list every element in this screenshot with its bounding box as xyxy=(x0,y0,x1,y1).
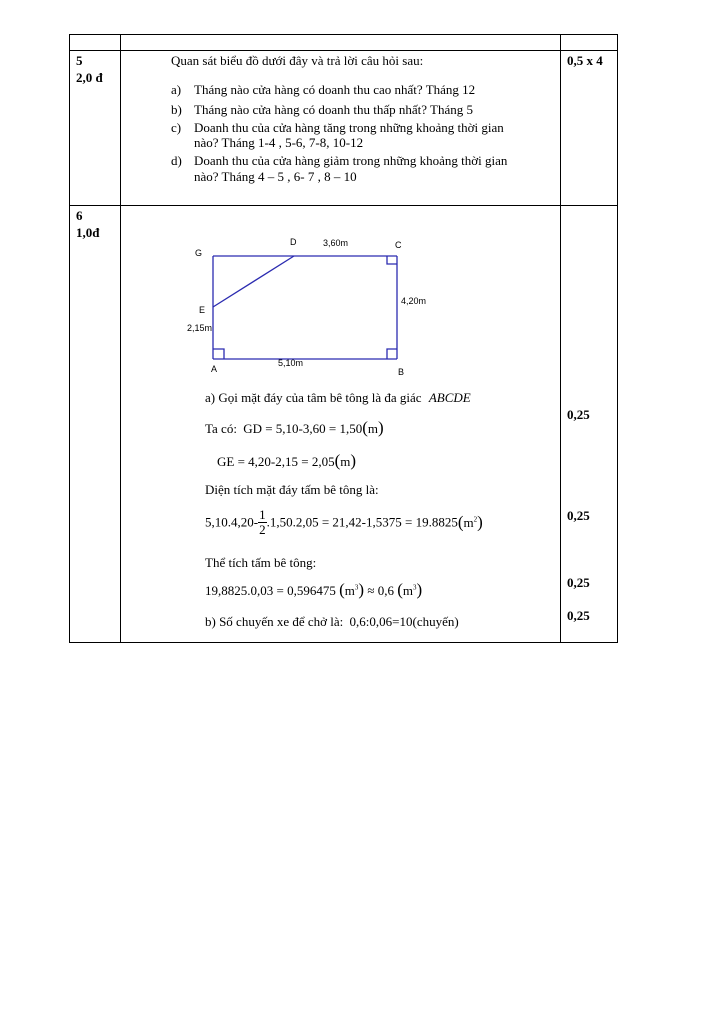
label-a: A xyxy=(211,364,218,374)
q5-item-d-marker: d) xyxy=(171,153,182,168)
q6-gd-line: Ta có: GD = 5,10-3,60 = 1,50(m) xyxy=(205,418,384,437)
row-divider xyxy=(69,205,618,206)
q6-volume-line: 19,8825.0,03 = 0,596475 $(m^3) \approx 0,6$ $(m^3)$ xyxy=(205,580,423,599)
label-d: D xyxy=(290,237,297,247)
q5-item-a-marker: a) xyxy=(171,82,182,97)
q6-line-b-text: b) Số chuyến xe để chở là: xyxy=(205,614,344,629)
q6-approx-unit-exp: 3 xyxy=(413,583,417,592)
table-bottom-border xyxy=(69,642,618,643)
q6-points: 1,0đ xyxy=(76,225,100,240)
q6-area-unit: m xyxy=(463,514,474,530)
q6-volume-unit: m xyxy=(344,583,355,598)
q6-score-2: 0,25 xyxy=(567,508,590,523)
q6-score-3: 0,25 xyxy=(567,575,590,590)
q6-trip-expr: 0,6:0,06=10 xyxy=(349,614,413,629)
dim-dc: 3,60m xyxy=(323,238,349,248)
q6-ge-line: GE = 4,20-2,15 = 2,05(m) xyxy=(217,451,357,470)
q5-item-b-marker: b) xyxy=(171,102,182,117)
column-divider-1 xyxy=(120,34,121,643)
label-c: C xyxy=(395,240,402,250)
edge-ed xyxy=(213,256,294,307)
q6-number: 6 xyxy=(76,208,83,223)
q6-volume-unit-exp: 3 xyxy=(354,583,359,592)
q6-score-1: 0,25 xyxy=(567,407,590,422)
q6-ta-co: Ta có: xyxy=(205,421,237,436)
q6-frac-num: 1 xyxy=(259,507,266,522)
q6-ge-unit: m xyxy=(340,454,351,469)
q6-ge-expr: GE = 4,20-2,15 = 2,05 xyxy=(217,454,335,469)
q6-figure xyxy=(180,230,430,380)
q5-points: 2,0 đ xyxy=(76,70,103,85)
q6-fraction xyxy=(258,508,267,537)
q6-gd-expr: GD = 5,10-3,60 = 1,50 xyxy=(243,421,363,436)
q6-area-unit-exp: 2 xyxy=(473,515,478,524)
column-divider-2 xyxy=(560,34,561,643)
q6-approx: ≈ 0,6 xyxy=(367,583,394,598)
right-angle-c xyxy=(387,256,397,264)
q5-item-d-text-1: Doanh thu của cửa hàng giảm trong những khoảng thời gian xyxy=(194,153,508,168)
q6-gd-unit: m xyxy=(367,421,379,436)
q6-area-right: .1,50.2,05 = 21,42-1,5375 = 19.8825 xyxy=(266,514,458,530)
dim-ae: 2,15m xyxy=(187,323,213,333)
q6-line-a-text: a) Gọi mặt đáy của tâm bê tông là đa giác xyxy=(205,390,422,405)
q5-intro: Quan sát biểu đồ dưới đây và trả lời câu hỏi sau: xyxy=(171,53,424,68)
q5-item-c-text-1: Doanh thu của cửa hàng tăng trong những khoảng thời gian xyxy=(194,120,504,135)
q5-item-c-text-2: nào? Tháng 1-4 , 5-6, 7-8, 10-12 xyxy=(194,135,364,150)
q6-frac-den: 2 xyxy=(259,522,266,537)
q6-line-a xyxy=(205,390,471,406)
q5-item-c-marker: c) xyxy=(171,120,182,135)
q6-polygon: ABCDE xyxy=(428,390,471,405)
q6-score-4: 0,25 xyxy=(567,608,590,623)
q6-area-left: 5,10.4,20- xyxy=(205,514,259,530)
q5-score: 0,5 x 4 xyxy=(567,53,603,68)
table-top-border xyxy=(69,34,618,35)
q6-approx-unit: m xyxy=(402,583,413,598)
q6-area-label: Diện tích mặt đáy tấm bê tông là: xyxy=(205,482,379,497)
q5-item-a-text: Tháng nào cửa hàng có doanh thu cao nhất? Tháng 12 xyxy=(194,82,476,97)
right-angle-b xyxy=(387,349,397,359)
q5-item-d-text-2: nào? Tháng 4 – 5 , 6- 7 , 8 – 10 xyxy=(194,169,357,184)
q6-volume-label: Thể tích tấm bê tông: xyxy=(205,555,317,570)
right-angle-a xyxy=(213,349,224,359)
table-left-border xyxy=(69,34,70,643)
q6-line-b: b) Số chuyến xe để chở là: 0,6:0,06=10(chuyến) xyxy=(205,614,459,629)
q5-number: 5 xyxy=(76,53,83,68)
dim-ab: 5,10m xyxy=(278,358,304,368)
q6-trip-unit: chuyến xyxy=(416,614,455,629)
label-b: B xyxy=(398,367,405,377)
label-e: E xyxy=(199,305,206,315)
q5-item-b-text: Tháng nào cửa hàng có doanh thu thấp nhất? Tháng 5 xyxy=(194,102,473,117)
label-g: G xyxy=(195,248,203,258)
dim-bc: 4,20m xyxy=(401,296,427,306)
q6-volume-expr: 19,8825.0,03 = 0,596475 xyxy=(205,583,336,598)
table-right-border xyxy=(617,34,618,643)
q6-area-line: 5,10.4,20- $\frac{1}{2}$ $.1,50.2,05 = 21,42-1,5375 = 19.8825(m^2)$ xyxy=(205,507,483,537)
table-header-divider xyxy=(69,50,618,51)
